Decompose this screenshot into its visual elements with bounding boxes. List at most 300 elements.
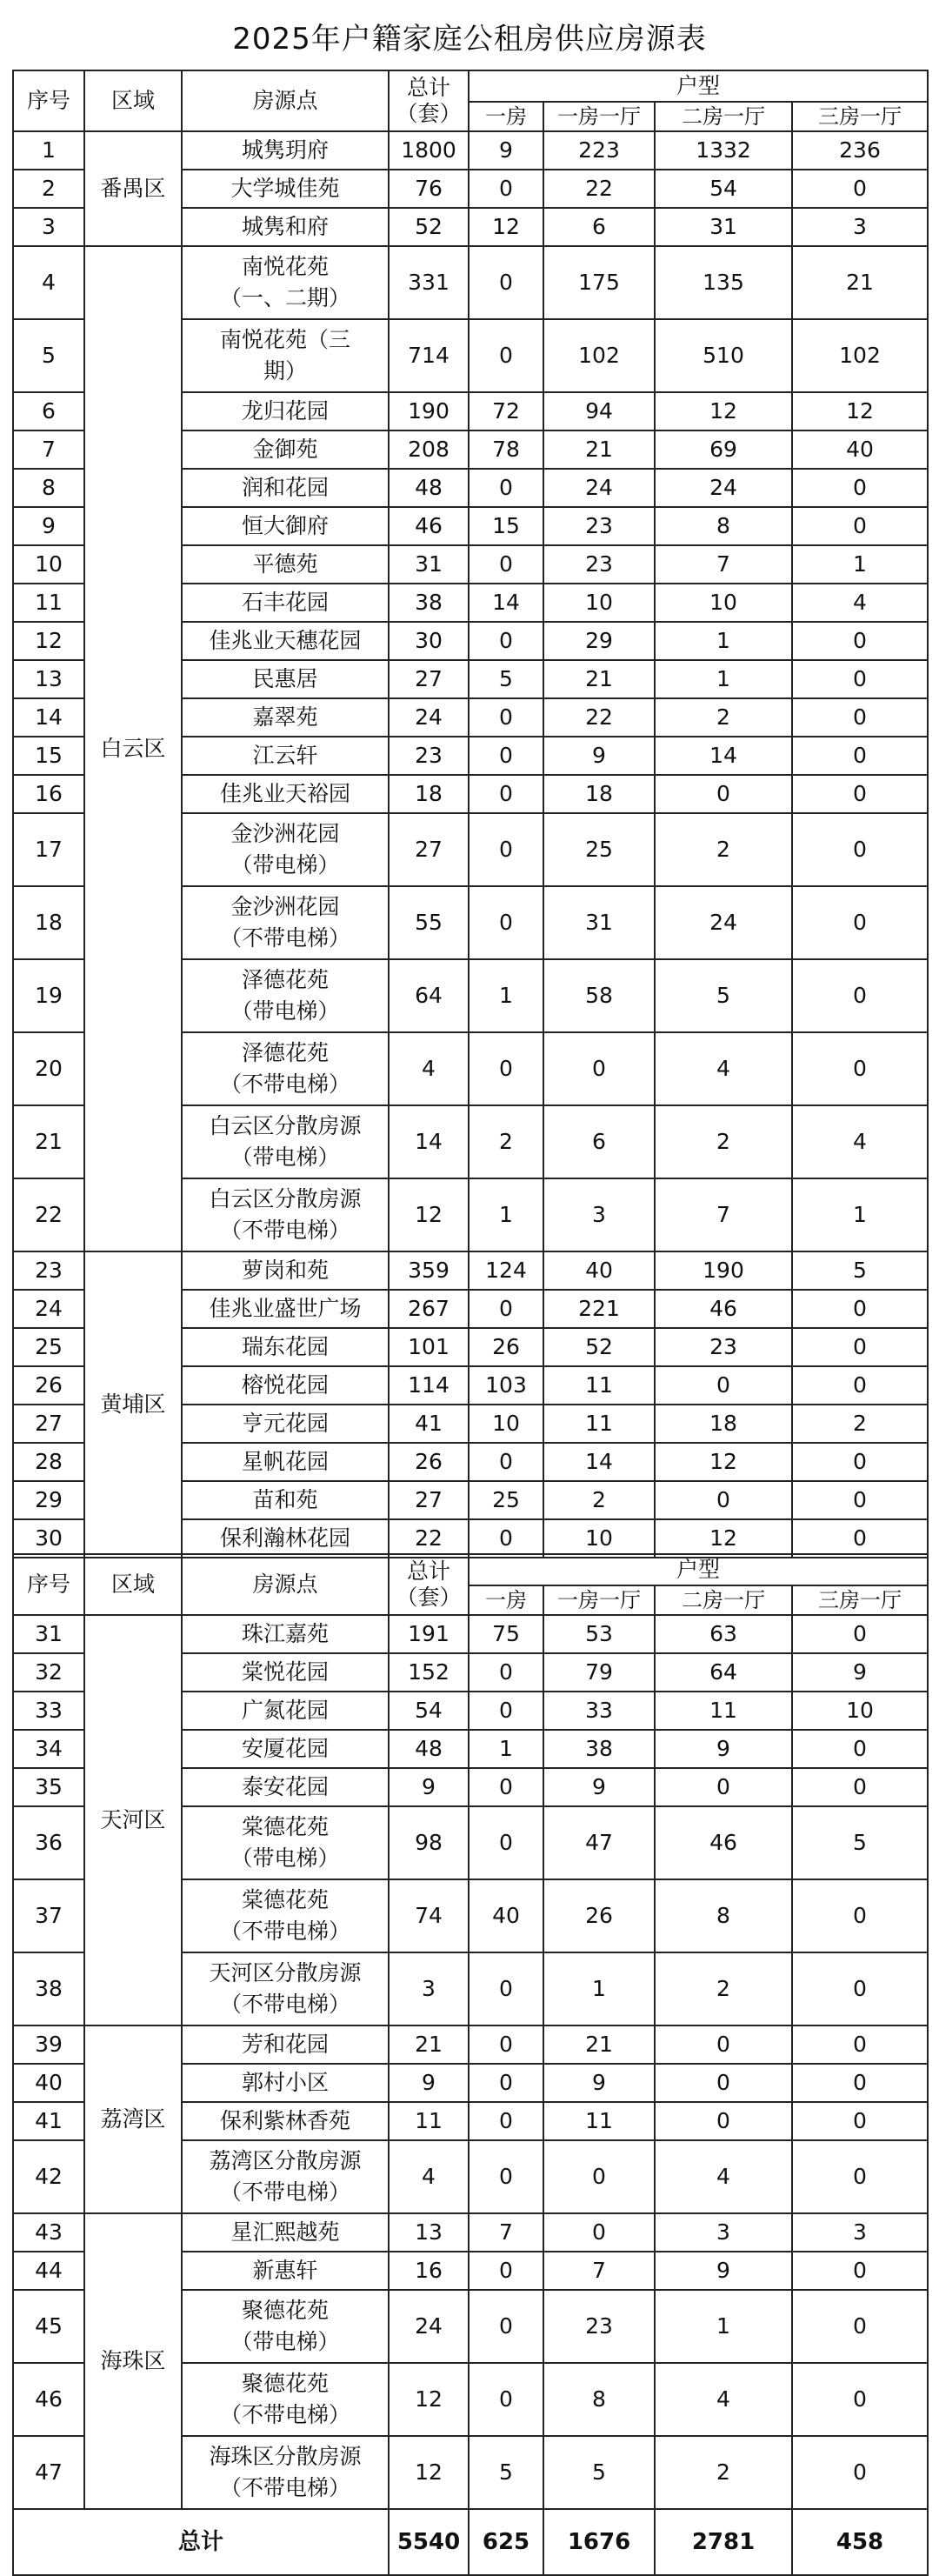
row-number: 2	[13, 170, 84, 208]
count-one-room: 1	[469, 1178, 543, 1251]
count-two-room-one-hall: 24	[655, 469, 792, 507]
count-one-room: 7	[469, 2213, 543, 2252]
count-three-room-one-hall: 4	[792, 584, 928, 622]
count-one-room: 0	[469, 1952, 543, 2025]
property-name: 金沙洲花园 （带电梯）	[182, 813, 389, 886]
count-two-room-one-hall: 23	[655, 1328, 792, 1366]
grand-total-one-room-one-hall: 1676	[543, 2509, 655, 2575]
header-type-4: 三房一厅	[792, 102, 928, 131]
row-total: 208	[389, 430, 469, 469]
property-name: 江云轩	[182, 737, 389, 775]
count-three-room-one-hall: 9	[792, 1653, 928, 1692]
property-name: 城隽玥府	[182, 131, 389, 170]
row-total: 55	[389, 886, 469, 959]
count-two-room-one-hall: 9	[655, 2252, 792, 2290]
property-name: 泽德花苑 （带电梯）	[182, 959, 389, 1032]
row-total: 359	[389, 1251, 469, 1290]
count-one-room-one-hall: 0	[543, 1032, 655, 1105]
property-name: 海珠区分散房源 （不带电梯）	[182, 2436, 389, 2509]
row-total: 14	[389, 1105, 469, 1178]
count-one-room-one-hall: 38	[543, 1730, 655, 1768]
property-name: 榕悦花园	[182, 1366, 389, 1405]
row-total: 101	[389, 1328, 469, 1366]
district-cell: 荔湾区	[84, 2025, 182, 2213]
count-three-room-one-hall: 0	[792, 775, 928, 813]
count-two-room-one-hall: 5	[655, 959, 792, 1032]
count-one-room: 124	[469, 1251, 543, 1290]
row-number: 5	[13, 319, 84, 392]
count-three-room-one-hall: 0	[792, 2102, 928, 2140]
count-two-room-one-hall: 0	[655, 2064, 792, 2102]
row-total: 46	[389, 507, 469, 545]
property-name: 保利瀚林花园	[182, 1519, 389, 1558]
header-type-1: 一房	[469, 1585, 543, 1615]
count-three-room-one-hall: 3	[792, 208, 928, 246]
row-number: 32	[13, 1653, 84, 1692]
count-one-room: 0	[469, 1519, 543, 1558]
count-one-room-one-hall: 40	[543, 1251, 655, 1290]
row-number: 20	[13, 1032, 84, 1105]
count-two-room-one-hall: 63	[655, 1615, 792, 1653]
row-total: 30	[389, 622, 469, 660]
count-three-room-one-hall: 0	[792, 2436, 928, 2509]
row-total: 54	[389, 1692, 469, 1730]
count-three-room-one-hall: 0	[792, 1879, 928, 1952]
row-total: 48	[389, 1730, 469, 1768]
count-three-room-one-hall: 0	[792, 698, 928, 737]
count-two-room-one-hall: 7	[655, 1178, 792, 1251]
table-row	[13, 2213, 928, 2252]
count-three-room-one-hall: 0	[792, 1615, 928, 1653]
count-one-room-one-hall: 18	[543, 775, 655, 813]
count-three-room-one-hall: 0	[792, 1328, 928, 1366]
count-two-room-one-hall: 2	[655, 698, 792, 737]
count-one-room: 0	[469, 813, 543, 886]
row-number: 25	[13, 1328, 84, 1366]
count-two-room-one-hall: 2	[655, 2436, 792, 2509]
property-name: 泰安花园	[182, 1768, 389, 1806]
property-name: 金御苑	[182, 430, 389, 469]
count-two-room-one-hall: 0	[655, 1768, 792, 1806]
count-one-room-one-hall: 1	[543, 1952, 655, 2025]
count-three-room-one-hall: 0	[792, 1768, 928, 1806]
header-type-2: 一房一厅	[543, 102, 655, 131]
count-one-room: 0	[469, 886, 543, 959]
count-one-room: 12	[469, 208, 543, 246]
property-name: 星帆花园	[182, 1443, 389, 1481]
property-name: 石丰花园	[182, 584, 389, 622]
count-one-room: 0	[469, 1443, 543, 1481]
count-two-room-one-hall: 0	[655, 2025, 792, 2064]
count-three-room-one-hall: 0	[792, 1519, 928, 1558]
count-two-room-one-hall: 31	[655, 208, 792, 246]
row-number: 28	[13, 1443, 84, 1481]
count-one-room-one-hall: 102	[543, 319, 655, 392]
count-one-room-one-hall: 33	[543, 1692, 655, 1730]
property-name: 郭村小区	[182, 2064, 389, 2102]
count-three-room-one-hall: 5	[792, 1251, 928, 1290]
count-one-room: 2	[469, 1105, 543, 1178]
header-no: 序号	[13, 70, 84, 131]
property-name: 珠江嘉苑	[182, 1615, 389, 1653]
row-total: 41	[389, 1405, 469, 1443]
row-total: 12	[389, 1178, 469, 1251]
district-cell: 海珠区	[84, 2213, 182, 2509]
count-one-room: 1	[469, 1730, 543, 1768]
count-one-room-one-hall: 31	[543, 886, 655, 959]
row-total: 27	[389, 1481, 469, 1519]
row-total: 1800	[389, 131, 469, 170]
row-number: 1	[13, 131, 84, 170]
count-one-room: 0	[469, 545, 543, 584]
row-total: 9	[389, 1768, 469, 1806]
count-one-room-one-hall: 0	[543, 2140, 655, 2213]
header-type-3: 二房一厅	[655, 102, 792, 131]
header-unit-type: 户型	[469, 1554, 928, 1585]
row-number: 31	[13, 1615, 84, 1653]
count-two-room-one-hall: 9	[655, 1730, 792, 1768]
row-total: 64	[389, 959, 469, 1032]
count-one-room-one-hall: 175	[543, 246, 655, 319]
count-one-room-one-hall: 21	[543, 660, 655, 698]
count-one-room-one-hall: 7	[543, 2252, 655, 2290]
count-one-room-one-hall: 6	[543, 208, 655, 246]
row-number: 15	[13, 737, 84, 775]
count-three-room-one-hall: 0	[792, 622, 928, 660]
count-one-room-one-hall: 58	[543, 959, 655, 1032]
row-total: 31	[389, 545, 469, 584]
row-number: 14	[13, 698, 84, 737]
count-three-room-one-hall: 0	[792, 2025, 928, 2064]
count-two-room-one-hall: 2	[655, 813, 792, 886]
row-number: 16	[13, 775, 84, 813]
count-three-room-one-hall: 0	[792, 813, 928, 886]
count-three-room-one-hall: 2	[792, 1405, 928, 1443]
count-one-room-one-hall: 94	[543, 392, 655, 430]
count-one-room-one-hall: 10	[543, 1519, 655, 1558]
row-number: 47	[13, 2436, 84, 2509]
housing-table-part-1	[12, 70, 929, 1558]
count-one-room-one-hall: 23	[543, 545, 655, 584]
count-one-room-one-hall: 10	[543, 584, 655, 622]
property-name: 润和花园	[182, 469, 389, 507]
row-number: 10	[13, 545, 84, 584]
row-number: 3	[13, 208, 84, 246]
row-number: 39	[13, 2025, 84, 2064]
property-name: 亨元花园	[182, 1405, 389, 1443]
count-one-room-one-hall: 3	[543, 1178, 655, 1251]
count-two-room-one-hall: 12	[655, 1443, 792, 1481]
count-one-room: 0	[469, 698, 543, 737]
property-name: 佳兆业天穗花园	[182, 622, 389, 660]
property-name: 佳兆业盛世广场	[182, 1290, 389, 1328]
table-row	[13, 1615, 928, 1653]
count-one-room: 0	[469, 1290, 543, 1328]
row-number: 22	[13, 1178, 84, 1251]
count-two-room-one-hall: 4	[655, 2140, 792, 2213]
count-two-room-one-hall: 11	[655, 1692, 792, 1730]
count-two-room-one-hall: 14	[655, 737, 792, 775]
count-one-room: 0	[469, 2102, 543, 2140]
row-total: 48	[389, 469, 469, 507]
row-total: 98	[389, 1806, 469, 1879]
count-one-room-one-hall: 11	[543, 1405, 655, 1443]
count-one-room-one-hall: 221	[543, 1290, 655, 1328]
row-total: 38	[389, 584, 469, 622]
count-three-room-one-hall: 0	[792, 886, 928, 959]
row-number: 43	[13, 2213, 84, 2252]
count-one-room: 5	[469, 2436, 543, 2509]
row-number: 44	[13, 2252, 84, 2290]
property-name: 聚德花苑 （带电梯）	[182, 2290, 389, 2363]
row-number: 27	[13, 1405, 84, 1443]
row-total: 23	[389, 737, 469, 775]
count-two-room-one-hall: 8	[655, 507, 792, 545]
row-number: 40	[13, 2064, 84, 2102]
count-one-room: 9	[469, 131, 543, 170]
table-row	[13, 246, 928, 319]
row-total: 152	[389, 1653, 469, 1692]
count-three-room-one-hall: 102	[792, 319, 928, 392]
row-number: 18	[13, 886, 84, 959]
property-name: 大学城佳苑	[182, 170, 389, 208]
row-total: 24	[389, 698, 469, 737]
count-three-room-one-hall: 21	[792, 246, 928, 319]
count-two-room-one-hall: 1	[655, 660, 792, 698]
count-one-room: 0	[469, 622, 543, 660]
count-two-room-one-hall: 2	[655, 1952, 792, 2025]
count-one-room-one-hall: 9	[543, 1768, 655, 1806]
property-name: 佳兆业天裕园	[182, 775, 389, 813]
grand-total-row	[13, 2509, 928, 2575]
row-total: 190	[389, 392, 469, 430]
count-one-room: 0	[469, 1806, 543, 1879]
count-three-room-one-hall: 1	[792, 1178, 928, 1251]
property-name: 民惠居	[182, 660, 389, 698]
row-total: 27	[389, 660, 469, 698]
count-two-room-one-hall: 1332	[655, 131, 792, 170]
row-total: 21	[389, 2025, 469, 2064]
row-number: 17	[13, 813, 84, 886]
count-one-room: 0	[469, 2363, 543, 2436]
row-number: 37	[13, 1879, 84, 1952]
count-one-room-one-hall: 23	[543, 2290, 655, 2363]
row-number: 7	[13, 430, 84, 469]
property-name: 新惠轩	[182, 2252, 389, 2290]
row-total: 24	[389, 2290, 469, 2363]
count-three-room-one-hall: 40	[792, 430, 928, 469]
count-one-room: 0	[469, 319, 543, 392]
row-number: 12	[13, 622, 84, 660]
count-three-room-one-hall: 0	[792, 2064, 928, 2102]
count-three-room-one-hall: 0	[792, 2290, 928, 2363]
district-cell: 黄埔区	[84, 1251, 182, 1558]
count-one-room-one-hall: 223	[543, 131, 655, 170]
count-three-room-one-hall: 0	[792, 2252, 928, 2290]
property-name: 泽德花苑 （不带电梯）	[182, 1032, 389, 1105]
count-one-room-one-hall: 79	[543, 1653, 655, 1692]
count-two-room-one-hall: 3	[655, 2213, 792, 2252]
row-number: 8	[13, 469, 84, 507]
count-two-room-one-hall: 12	[655, 392, 792, 430]
count-one-room: 0	[469, 1768, 543, 1806]
row-number: 9	[13, 507, 84, 545]
property-name: 棠德花苑 （带电梯）	[182, 1806, 389, 1879]
property-name: 棠德花苑 （不带电梯）	[182, 1879, 389, 1952]
property-name: 嘉翠苑	[182, 698, 389, 737]
count-three-room-one-hall: 12	[792, 392, 928, 430]
count-one-room-one-hall: 5	[543, 2436, 655, 2509]
count-three-room-one-hall: 3	[792, 2213, 928, 2252]
count-one-room: 0	[469, 737, 543, 775]
row-number: 33	[13, 1692, 84, 1730]
count-three-room-one-hall: 0	[792, 1481, 928, 1519]
count-two-room-one-hall: 46	[655, 1290, 792, 1328]
housing-table-part-2	[12, 1553, 929, 2576]
count-one-room-one-hall: 21	[543, 2025, 655, 2064]
property-name: 瑞东花园	[182, 1328, 389, 1366]
count-one-room: 0	[469, 775, 543, 813]
row-number: 41	[13, 2102, 84, 2140]
row-number: 36	[13, 1806, 84, 1879]
row-total: 13	[389, 2213, 469, 2252]
count-one-room-one-hall: 26	[543, 1879, 655, 1952]
count-one-room: 5	[469, 660, 543, 698]
header-type-2: 一房一厅	[543, 1585, 655, 1615]
row-total: 4	[389, 1032, 469, 1105]
count-one-room: 1	[469, 959, 543, 1032]
row-number: 45	[13, 2290, 84, 2363]
count-three-room-one-hall: 0	[792, 1952, 928, 2025]
header-total: 总计 （套）	[389, 70, 469, 131]
grand-total-label: 总计	[13, 2509, 389, 2575]
property-name: 恒大御府	[182, 507, 389, 545]
count-one-room-one-hall: 22	[543, 170, 655, 208]
count-three-room-one-hall: 0	[792, 1290, 928, 1328]
table-row	[13, 2025, 928, 2064]
count-three-room-one-hall: 0	[792, 469, 928, 507]
count-one-room: 0	[469, 2064, 543, 2102]
count-one-room-one-hall: 6	[543, 1105, 655, 1178]
row-total: 12	[389, 2363, 469, 2436]
property-name: 安厦花园	[182, 1730, 389, 1768]
count-one-room: 0	[469, 2140, 543, 2213]
count-two-room-one-hall: 46	[655, 1806, 792, 1879]
property-name: 聚德花苑 （不带电梯）	[182, 2363, 389, 2436]
count-three-room-one-hall: 1	[792, 545, 928, 584]
count-three-room-one-hall: 0	[792, 1443, 928, 1481]
table-row	[13, 131, 928, 170]
row-total: 4	[389, 2140, 469, 2213]
count-two-room-one-hall: 10	[655, 584, 792, 622]
count-two-room-one-hall: 54	[655, 170, 792, 208]
count-two-room-one-hall: 24	[655, 886, 792, 959]
count-one-room-one-hall: 8	[543, 2363, 655, 2436]
property-name: 星汇熙越苑	[182, 2213, 389, 2252]
row-total: 114	[389, 1366, 469, 1405]
header-property: 房源点	[182, 1554, 389, 1615]
count-three-room-one-hall: 0	[792, 507, 928, 545]
count-one-room: 0	[469, 170, 543, 208]
row-number: 4	[13, 246, 84, 319]
count-one-room: 0	[469, 1692, 543, 1730]
count-one-room-one-hall: 22	[543, 698, 655, 737]
count-one-room: 40	[469, 1879, 543, 1952]
row-total: 3	[389, 1952, 469, 2025]
count-one-room: 0	[469, 2025, 543, 2064]
count-two-room-one-hall: 64	[655, 1653, 792, 1692]
count-one-room: 0	[469, 1653, 543, 1692]
count-two-room-one-hall: 510	[655, 319, 792, 392]
row-total: 11	[389, 2102, 469, 2140]
count-two-room-one-hall: 0	[655, 1481, 792, 1519]
count-two-room-one-hall: 7	[655, 545, 792, 584]
count-two-room-one-hall: 1	[655, 2290, 792, 2363]
row-number: 46	[13, 2363, 84, 2436]
row-total: 76	[389, 170, 469, 208]
row-total: 714	[389, 319, 469, 392]
grand-total-total: 5540	[389, 2509, 469, 2575]
row-number: 6	[13, 392, 84, 430]
count-one-room-one-hall: 29	[543, 622, 655, 660]
count-one-room-one-hall: 24	[543, 469, 655, 507]
count-one-room: 15	[469, 507, 543, 545]
count-two-room-one-hall: 135	[655, 246, 792, 319]
row-number: 23	[13, 1251, 84, 1290]
count-three-room-one-hall: 0	[792, 737, 928, 775]
count-two-room-one-hall: 190	[655, 1251, 792, 1290]
count-three-room-one-hall: 0	[792, 1730, 928, 1768]
header-type-1: 一房	[469, 102, 543, 131]
count-one-room-one-hall: 2	[543, 1481, 655, 1519]
count-two-room-one-hall: 2	[655, 1105, 792, 1178]
row-total: 16	[389, 2252, 469, 2290]
header-unit-type: 户型	[469, 70, 928, 102]
property-name: 芳和花园	[182, 2025, 389, 2064]
count-one-room: 75	[469, 1615, 543, 1653]
page-title: 2025年户籍家庭公租房供应房源表	[232, 22, 707, 57]
count-one-room-one-hall: 0	[543, 2213, 655, 2252]
header-district: 区域	[84, 70, 182, 131]
header-district: 区域	[84, 1554, 182, 1615]
row-number: 24	[13, 1290, 84, 1328]
property-name: 白云区分散房源 （带电梯）	[182, 1105, 389, 1178]
count-two-room-one-hall: 69	[655, 430, 792, 469]
grand-total-two-room-one-hall: 2781	[655, 2509, 792, 2575]
row-number: 42	[13, 2140, 84, 2213]
row-number: 29	[13, 1481, 84, 1519]
property-name: 南悦花苑 （一、二期）	[182, 246, 389, 319]
count-two-room-one-hall: 4	[655, 2363, 792, 2436]
property-name: 白云区分散房源 （不带电梯）	[182, 1178, 389, 1251]
row-total: 74	[389, 1879, 469, 1952]
district-cell: 天河区	[84, 1615, 182, 2025]
row-total: 267	[389, 1290, 469, 1328]
row-number: 11	[13, 584, 84, 622]
count-three-room-one-hall: 236	[792, 131, 928, 170]
count-two-room-one-hall: 18	[655, 1405, 792, 1443]
row-number: 19	[13, 959, 84, 1032]
count-one-room-one-hall: 14	[543, 1443, 655, 1481]
header-property: 房源点	[182, 70, 389, 131]
row-number: 34	[13, 1730, 84, 1768]
count-one-room-one-hall: 21	[543, 430, 655, 469]
count-two-room-one-hall: 0	[655, 2102, 792, 2140]
count-one-room-one-hall: 11	[543, 2102, 655, 2140]
row-total: 22	[389, 1519, 469, 1558]
row-total: 52	[389, 208, 469, 246]
count-three-room-one-hall: 0	[792, 959, 928, 1032]
